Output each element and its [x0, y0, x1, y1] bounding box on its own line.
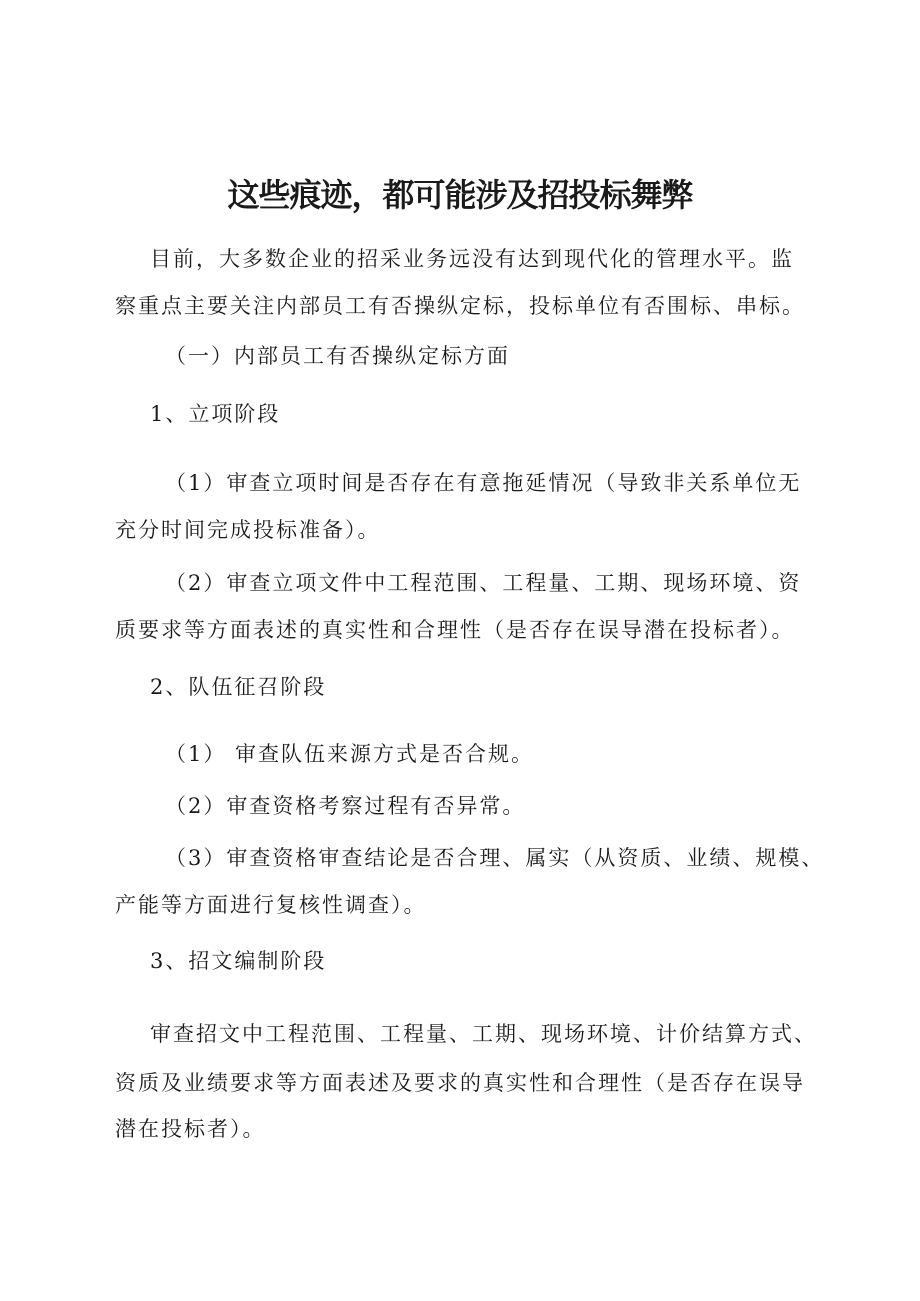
intro-line-2: 察重点主要关注内部员工有否操纵定标，投标单位有否围标、串标。 — [115, 294, 805, 318]
intro-line-1: 目前，大多数企业的招采业务远没有达到现代化的管理水平。监 — [150, 247, 794, 271]
section-heading: （一）内部员工有否操纵定标方面 — [165, 344, 510, 368]
stage2-item1: （1） 审查队伍来源方式是否合规。 — [165, 742, 535, 766]
stage3-para-line1: 审查招文中工程范围、工程量、工期、现场环境、计价结算方式、 — [150, 1022, 817, 1046]
stage2-item3-line1: （3）审查资格审查结论是否合理、属实（从资质、业绩、规模、 — [165, 846, 825, 870]
stage2-heading: 2、队伍征召阶段 — [150, 675, 327, 699]
stage3-para-line3: 潜在投标者）。 — [115, 1117, 266, 1141]
stage1-item1-line2: 充分时间完成投标准备）。 — [115, 518, 381, 542]
stage1-heading: 1、立项阶段 — [150, 402, 281, 426]
stage2-item3-line2: 产能等方面进行复核性调查）。 — [115, 893, 427, 917]
stage3-heading: 3、招文编制阶段 — [150, 949, 327, 973]
stage1-item2-line2: 质要求等方面表述的真实性和合理性（是否存在误导潜在投标者）。 — [115, 618, 795, 642]
page-title: 这些痕迹，都可能涉及招投标舞弊 — [227, 176, 693, 214]
stage1-item2-line1: （2）审查立项文件中工程范围、工程量、工期、现场环境、资 — [165, 571, 802, 595]
stage2-item2: （2）审查资格考察过程有否异常。 — [165, 794, 526, 818]
stage3-para-line2: 资质及业绩要求等方面表述及要求的真实性和合理性（是否存在误导 — [115, 1071, 805, 1095]
stage1-item1-line1: （1）审查立项时间是否存在有意拖延情况（导致非关系单位无 — [165, 471, 802, 495]
